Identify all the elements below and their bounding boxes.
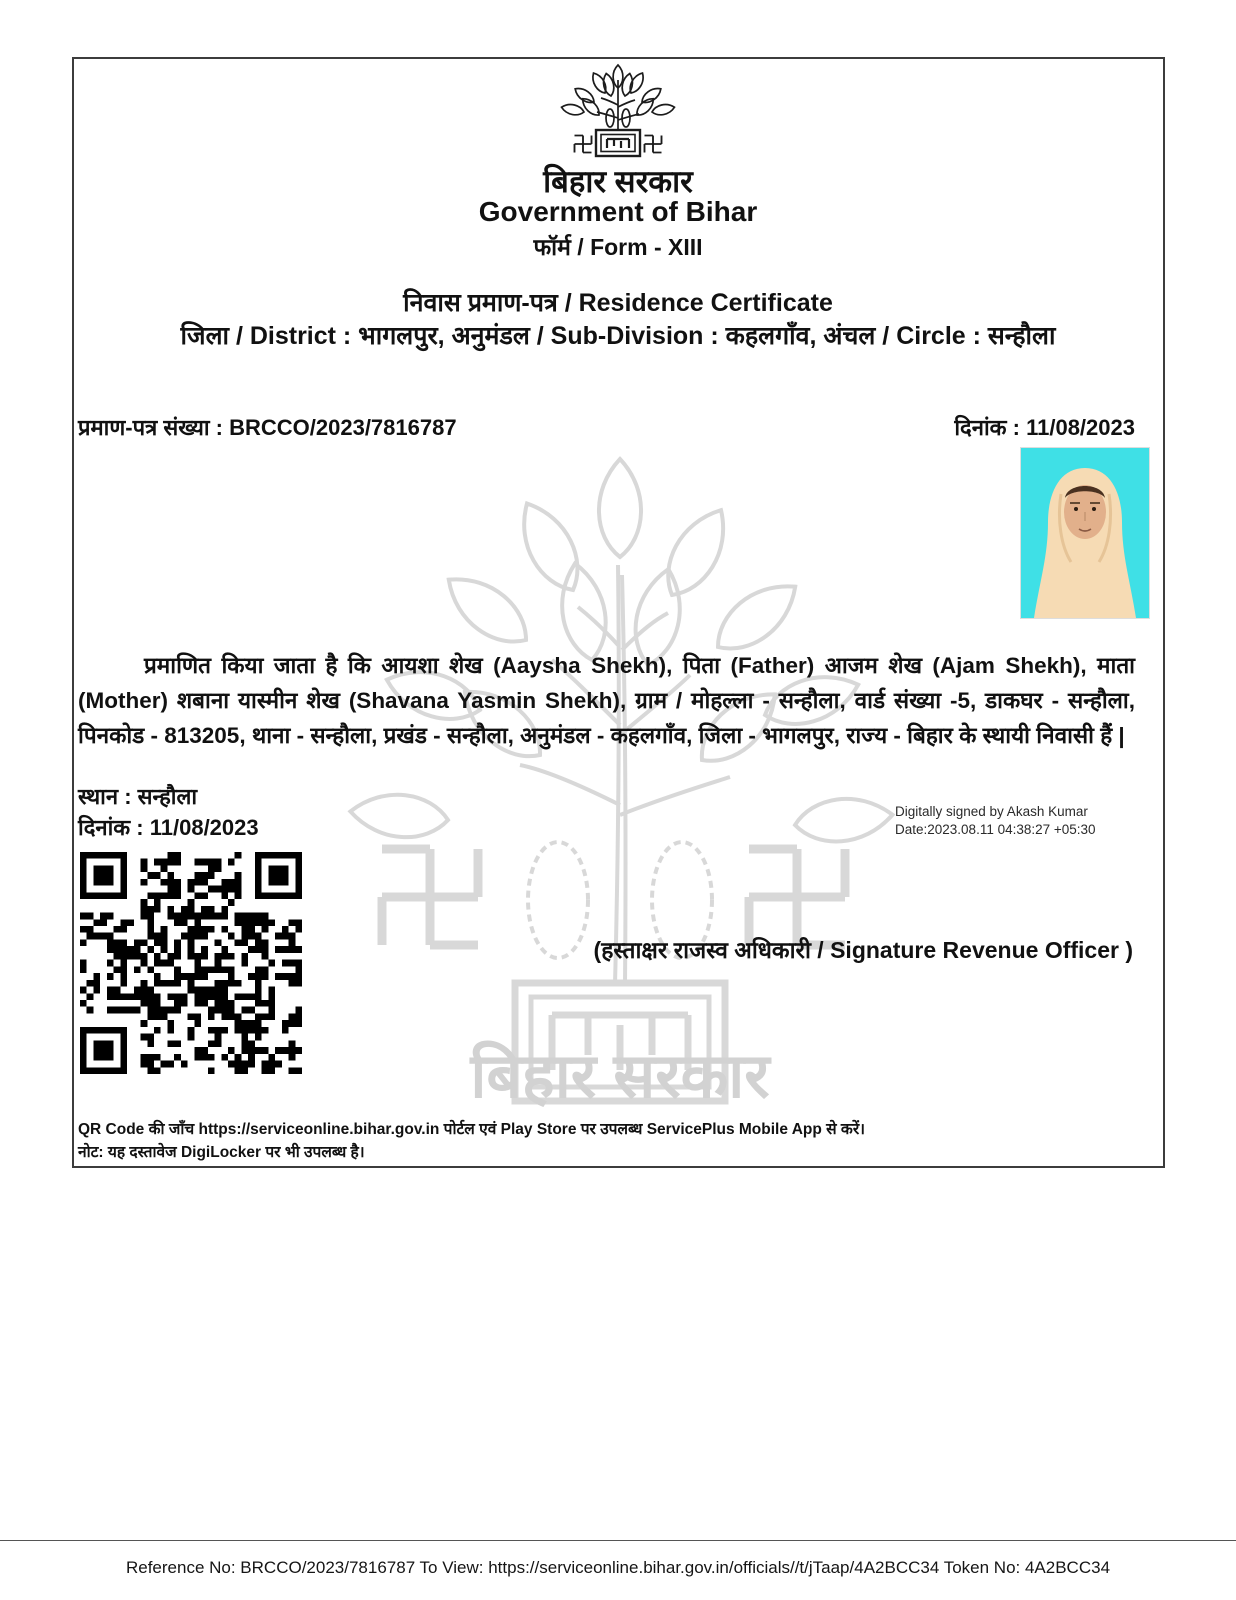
form-number: फॉर्म / Form - XIII xyxy=(533,234,703,260)
govt-name-english: Government of Bihar xyxy=(478,196,758,227)
body-paragraph: प्रमाणित किया जाता है कि आयशा शेख (Aaysha Shekh), पिता (Father) आजम शेख (Ajam Shekh), माता (Mother) शबाना यास्मीन शेख (Shavana Yasmin Shekh), ग्राम / मोहल्ला - सन्हौला, वार्ड संख्या -5, डाकघर - सन्हौला, पिनकोड - 813205, थाना - सन्हौला, प्रखंड - सन्हौला, अनुमंडल - कहलगाँव, जिला - भागलपुर, राज्य - बिहार के स्थायी निवासी हैं | xyxy=(78,653,1135,748)
note-line-2: नोट: यह दस्तावेज DigiLocker पर भी उपलब्ध है। xyxy=(78,1144,365,1161)
digital-signature-line2: Date:2023.08.11 04:38:27 +05:30 xyxy=(895,822,1096,837)
bihar-emblem-logo xyxy=(553,60,683,160)
digital-signature-line1: Digitally signed by Akash Kumar xyxy=(895,804,1088,819)
officer-signature-line: (हस्ताक्षर राजस्व अधिकारी / Signature Revenue Officer ) xyxy=(593,937,1133,963)
issue-date-top: दिनांक : 11/08/2023 xyxy=(954,415,1135,440)
govt-name-hindi: बिहार सरकार xyxy=(543,164,693,199)
applicant-photo xyxy=(1020,447,1150,619)
notes-block xyxy=(78,1118,865,1164)
qr-code xyxy=(80,852,302,1074)
watermark-swastika-icons xyxy=(382,849,845,945)
jurisdiction-line: जिला / District : भागलपुर, अनुमंडल / Sub-Division : कहलगाँव, अंचल / Circle : सन्हौला xyxy=(180,322,1056,350)
certificate-title: निवास प्रमाण-पत्र / Residence Certificate xyxy=(403,289,833,317)
footer-rule xyxy=(0,1540,1236,1541)
footer-reference: Reference No: BRCCO/2023/7816787 To View: https://serviceonline.bihar.gov.in/officials//t/jTaap/4A2BCC34 Token No: 4A2BCC34 xyxy=(125,1558,1111,1577)
certificate-number: प्रमाण-पत्र संख्या : BRCCO/2023/7816787 xyxy=(78,415,457,440)
watermark-tree xyxy=(330,425,910,1115)
digital-signature-block xyxy=(895,803,1096,839)
note-line-1: QR Code की जाँच https://serviceonline.bihar.gov.in पोर्टल एवं Play Store पर उपलब्ध ServicePlus Mobile App से करें। xyxy=(78,1121,866,1138)
date-line: दिनांक : 11/08/2023 xyxy=(78,815,259,840)
watermark-text: बिहार सरकार xyxy=(470,1042,770,1111)
place-line: स्थान : सन्हौला xyxy=(78,784,198,809)
